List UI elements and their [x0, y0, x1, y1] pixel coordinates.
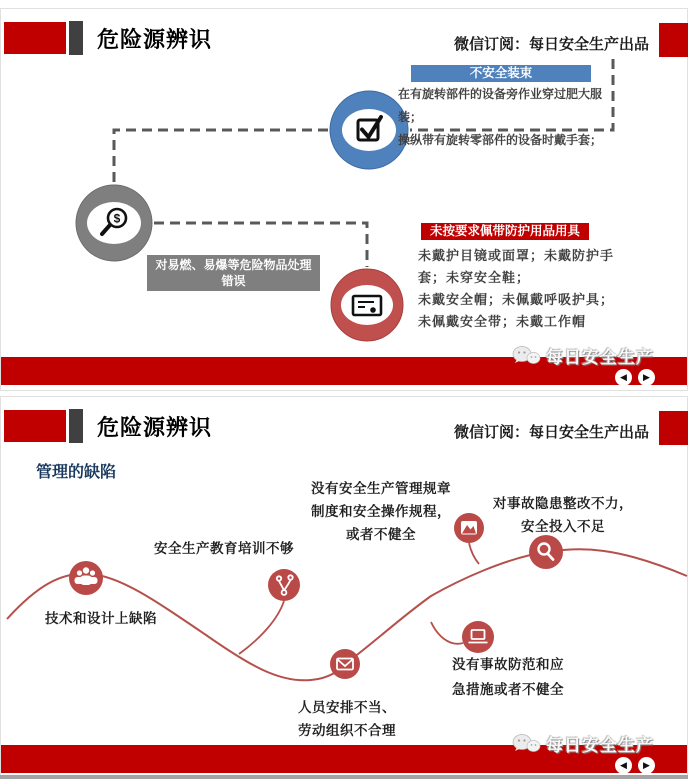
ppe-line-2: 套；未穿安全鞋； — [418, 270, 531, 285]
ppe-label: 未按要求佩带防护用品用具 — [421, 223, 589, 240]
arrow-left-icon: ◀ — [620, 760, 627, 770]
label-line: 安全生产教育培训不够 — [154, 541, 294, 556]
label-rules — [303, 477, 459, 546]
unsafe-dress-line-2: 操纵带有旋转零部件的设备时戴手套； — [398, 133, 603, 147]
label-line: 人员安排不当、 — [298, 700, 396, 715]
label-line: 制度和安全操作规程， — [311, 504, 451, 519]
node-investment — [529, 535, 563, 569]
ppe-line-4: 未佩戴安全带；未戴工作帽 — [418, 314, 587, 329]
section-title: 管理的缺陷 — [36, 464, 117, 481]
next-button[interactable] — [638, 369, 655, 386]
ppe-node — [331, 269, 403, 341]
subscription-text: 微信订阅：每日安全生产出品 — [453, 424, 649, 441]
ppe-line-1: 未戴护目镜或面罩；未戴防护手 — [418, 248, 615, 263]
unsafe-dress-label: 不安全装束 — [411, 65, 591, 82]
ppe-text — [418, 245, 660, 333]
hazard-handling-label — [147, 255, 320, 291]
unsafe-dress-line-1: 在有旋转部件的设备旁作业穿过肥大服装； — [398, 87, 603, 124]
node-staffing — [330, 649, 360, 679]
hazard-handling-node — [76, 185, 152, 261]
slide-1 — [0, 8, 688, 391]
ppe-line-3: 未戴安全帽；未佩戴呼吸护具； — [418, 292, 615, 307]
page-title: 危险源辨识 — [97, 415, 213, 440]
wechat-icon — [512, 345, 542, 367]
page-bottom-edge — [0, 775, 688, 779]
label-line: 或者不健全 — [346, 527, 416, 542]
mountain-chart-icon — [461, 521, 477, 535]
label-emergency — [447, 652, 569, 702]
hazard-handling-line-2: 错误 — [221, 274, 246, 288]
tail-branch — [239, 601, 284, 654]
connector-left — [114, 130, 328, 183]
label-investment — [489, 492, 637, 538]
label-line: 没有事故防范和应 — [452, 657, 564, 672]
prev-button[interactable] — [615, 757, 632, 774]
label-line: 急措施或者不健全 — [452, 682, 564, 697]
next-button[interactable] — [638, 757, 655, 774]
label-staffing — [293, 696, 401, 742]
label-tech-defect — [31, 607, 171, 630]
arrow-right-icon: ▶ — [643, 760, 650, 770]
watermark-text: 每日安全生产 — [546, 736, 654, 755]
watermark — [512, 343, 654, 368]
watermark — [512, 731, 654, 756]
node-emergency — [462, 621, 494, 653]
svg-text:$: $ — [113, 211, 121, 226]
tail-laptop — [431, 622, 463, 644]
label-line: 对事故隐患整改不力， — [493, 496, 633, 511]
label-line: 劳动组织不合理 — [298, 723, 396, 738]
label-line: 安全投入不足 — [521, 519, 605, 534]
label-education — [151, 537, 297, 560]
unsafe-dress-text — [398, 83, 620, 152]
label-line: 没有安全生产管理规章 — [311, 481, 451, 496]
node-tech-defect — [69, 561, 103, 595]
page-title: 危险源辨识 — [97, 27, 213, 52]
hazard-handling-line-1: 对易燃、易爆等危险物品处理 — [155, 258, 312, 272]
tail-mountain — [469, 543, 479, 564]
subscription-text: 微信订阅：每日安全生产出品 — [453, 36, 649, 53]
arrow-right-icon: ▶ — [643, 372, 650, 382]
node-education — [268, 569, 300, 601]
watermark-text: 每日安全生产 — [546, 348, 654, 367]
arrow-left-icon: ◀ — [620, 372, 627, 382]
prev-button[interactable] — [615, 369, 632, 386]
unsafe-dress-node — [330, 91, 408, 169]
label-line: 技术和设计上缺陷 — [45, 611, 157, 626]
wechat-icon — [512, 733, 542, 755]
slide-2 — [0, 396, 688, 777]
